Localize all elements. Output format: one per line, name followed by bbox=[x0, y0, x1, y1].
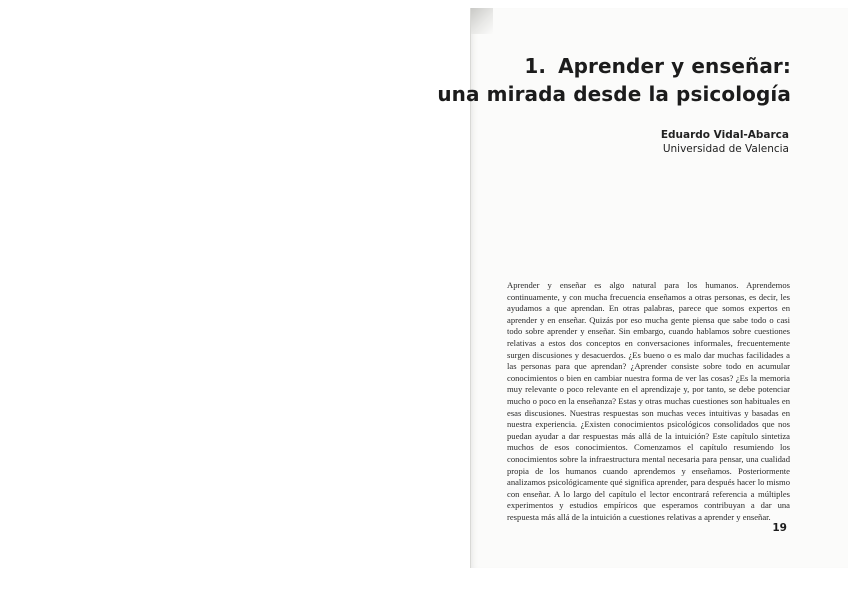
author-name: Eduardo Vidal-Abarca bbox=[660, 129, 789, 141]
chapter-title-line2: una mirada desde la psicología bbox=[437, 82, 791, 106]
author-block bbox=[661, 128, 789, 157]
right-page bbox=[437, 8, 848, 568]
body-paragraph: Aprender y enseñar es algo natural para los humanos. Aprendemos continuamente, y con mucha frecuencia enseñamos a otras personas, es decir, les ayudamos a que aprendan. En otras palabras, parece que somos expertos en aprender y en enseñar. Quizás por eso mucha gente piensa que sabe todo o casi todo sobre aprender y enseñar. Sin embargo, cuando hablamos sobre cuestiones relativas a estos dos conceptos en conversaciones informales, frecuentemente surgen discusiones y desacuerdos. ¿Es bueno o es malo dar muchas facilidades a las personas para que aprendan? ¿Aprender consiste sobre todo en acumular conocimientos o bien en cambiar nuestra forma de ver las cosas? ¿Es la memoria muy relevante o poco relevante en el aprendizaje y, por tanto, se debe potenciar mucho o poco en la enseñanza? Estas y otras muchas cuestiones son habituales en esas discusiones. Nuestras respuestas son muchas veces intuitivas y basadas en nuestra experiencia. ¿Existen conocimientos psicológicos consolidados que nos puedan ayudar a dar respuestas más allá de la intuición? Este capítulo sintetiza muchos de esos conocimientos. Comenzamos el capítulo resumiendo los conocimientos sobre la infraestructura mental necesaria para pensar, una cualidad propia de los humanos cuando aprendemos y enseñamos. Posteriormente analizamos psicológicamente qué significa aprender, para después hacer lo mismo con enseñar. A lo largo del capítulo el lector encontrará referencia a múltiples experimentos y estudios empíricos que esperamos contribuyan a dar una respuesta más allá de la intuición a cuestiones relativas a aprender y enseñar. bbox=[507, 280, 790, 522]
page-number: 19 bbox=[772, 522, 787, 534]
chapter-title bbox=[437, 52, 791, 108]
scan-shadow bbox=[471, 8, 493, 34]
author-affiliation: Universidad de Valencia bbox=[662, 143, 789, 155]
chapter-number: 1. bbox=[524, 54, 547, 78]
chapter-title-line1: Aprender y enseñar: bbox=[558, 54, 791, 78]
